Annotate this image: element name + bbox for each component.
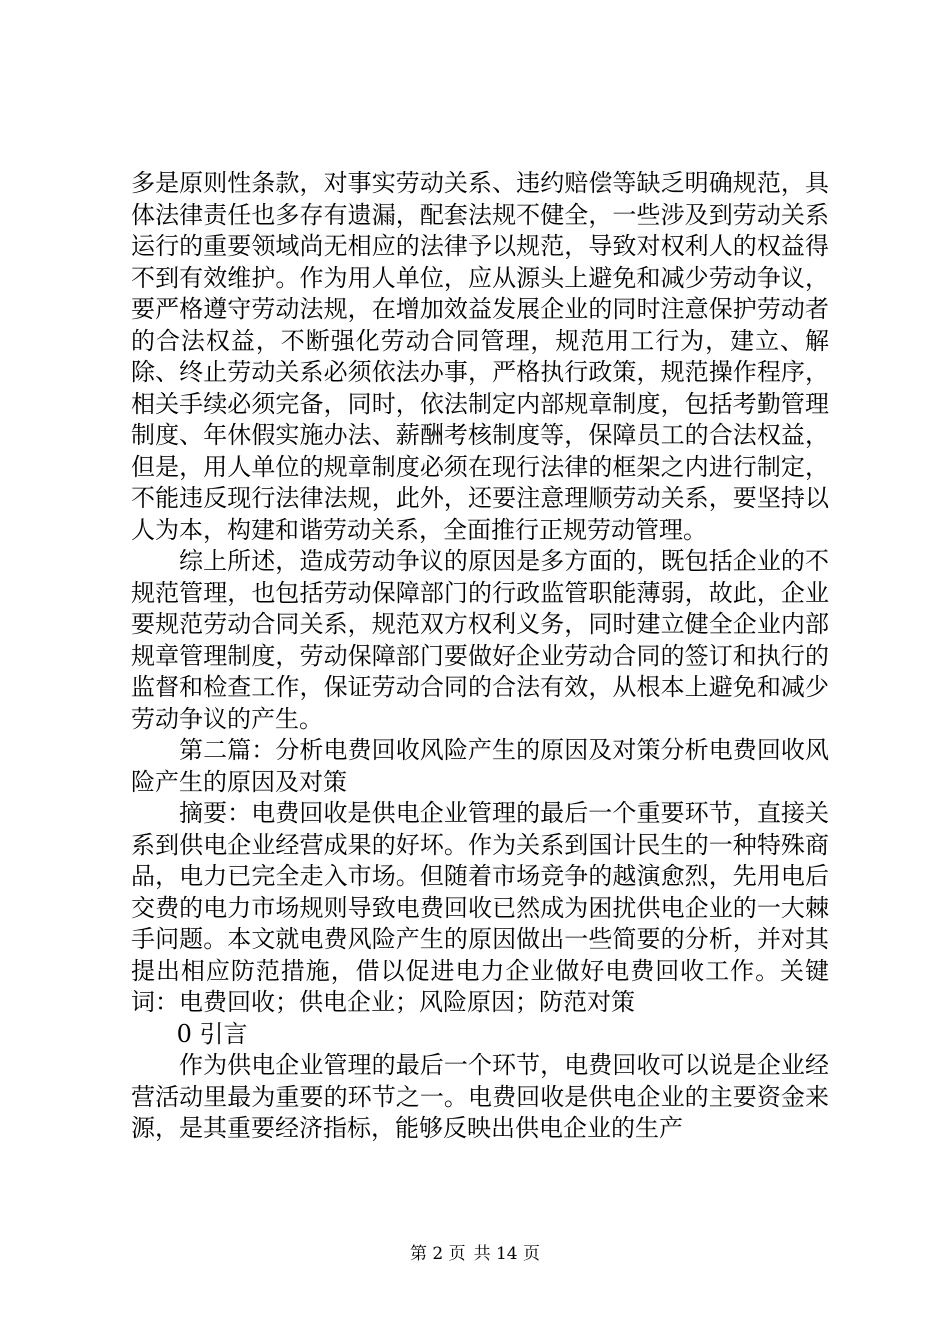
intro-heading: 0 引言	[176, 1019, 248, 1048]
abstract-paragraph: 摘要：电费回收是供电企业管理的最后一个重要环节，直接关系到供电企业经营成果的好坏。作为关系到国计民生的一种特殊商品，电力已完全走入市场。但随着市场竞争的越演愈烈，先用电后交费的电力市场规则导致电费回收已然成为困扰供电企业的一大棘手问题。本文就电费风险产生的原因做出一些简要的分析，并对其提出相应防范措施，借以促进电力企业做好电费回收工作。关键词：电费回收；供电企业；风险原因；防范对策	[131, 799, 829, 1016]
body-paragraph-2: 综上所述，造成劳动争议的原因是多方面的，既包括企业的不规范管理，也包括劳动保障部门的行政监管职能薄弱，故此，企业要规范劳动合同关系，规范双方权利义务，同时建立健全企业内部规章管理制度，劳动保障部门要做好企业劳动合同的签订和执行的监督和检查工作，保证劳动合同的合法有效，从根本上避免和减少劳动争议的产生。	[131, 547, 829, 733]
body-paragraph-1: 多是原则性条款，对事实劳动关系、违约赔偿等缺乏明确规范，具体法律责任也多存有遗漏，配套法规不健全，一些涉及到劳动关系运行的重要领域尚无相应的法律予以规范，导致对权利人的权益得不到有效维护。作为用人单位，应从源头上避免和减少劳动争议，要严格遵守劳动法规，在增加效益发展企业的同时注意保护劳动者的合法权益，不断强化劳动合同管理，规范用工行为，建立、解除、终止劳动关系必须依法办事，严格执行政策，规范操作程序，相关手续必须完备，同时，依法制定内部规章制度，包括考勤管理制度、年休假实施办法、薪酬考核制度等，保障员工的合法权益，但是，用人单位的规章制度必须在现行法律的框架之内进行制定，不能违反现行法律法规，此外，还要注意理顺劳动关系，要坚持以人为本，构建和谐劳动关系，全面推行正规劳动管理。	[131, 169, 829, 544]
page-number: 第 2 页	[409, 1244, 466, 1264]
page-footer	[0, 1244, 950, 1264]
section-heading: 第二篇：分析电费回收风险产生的原因及对策分析电费回收风险产生的原因及对策	[131, 736, 829, 796]
page-total: 共 14 页	[473, 1244, 541, 1264]
intro-paragraph: 作为供电企业管理的最后一个环节，电费回收可以说是企业经营活动里最为重要的环节之一。电费回收是供电企业的主要资金来源，是其重要经济指标，能够反映出供电企业的生产	[131, 1051, 829, 1142]
document-body	[131, 168, 829, 1145]
